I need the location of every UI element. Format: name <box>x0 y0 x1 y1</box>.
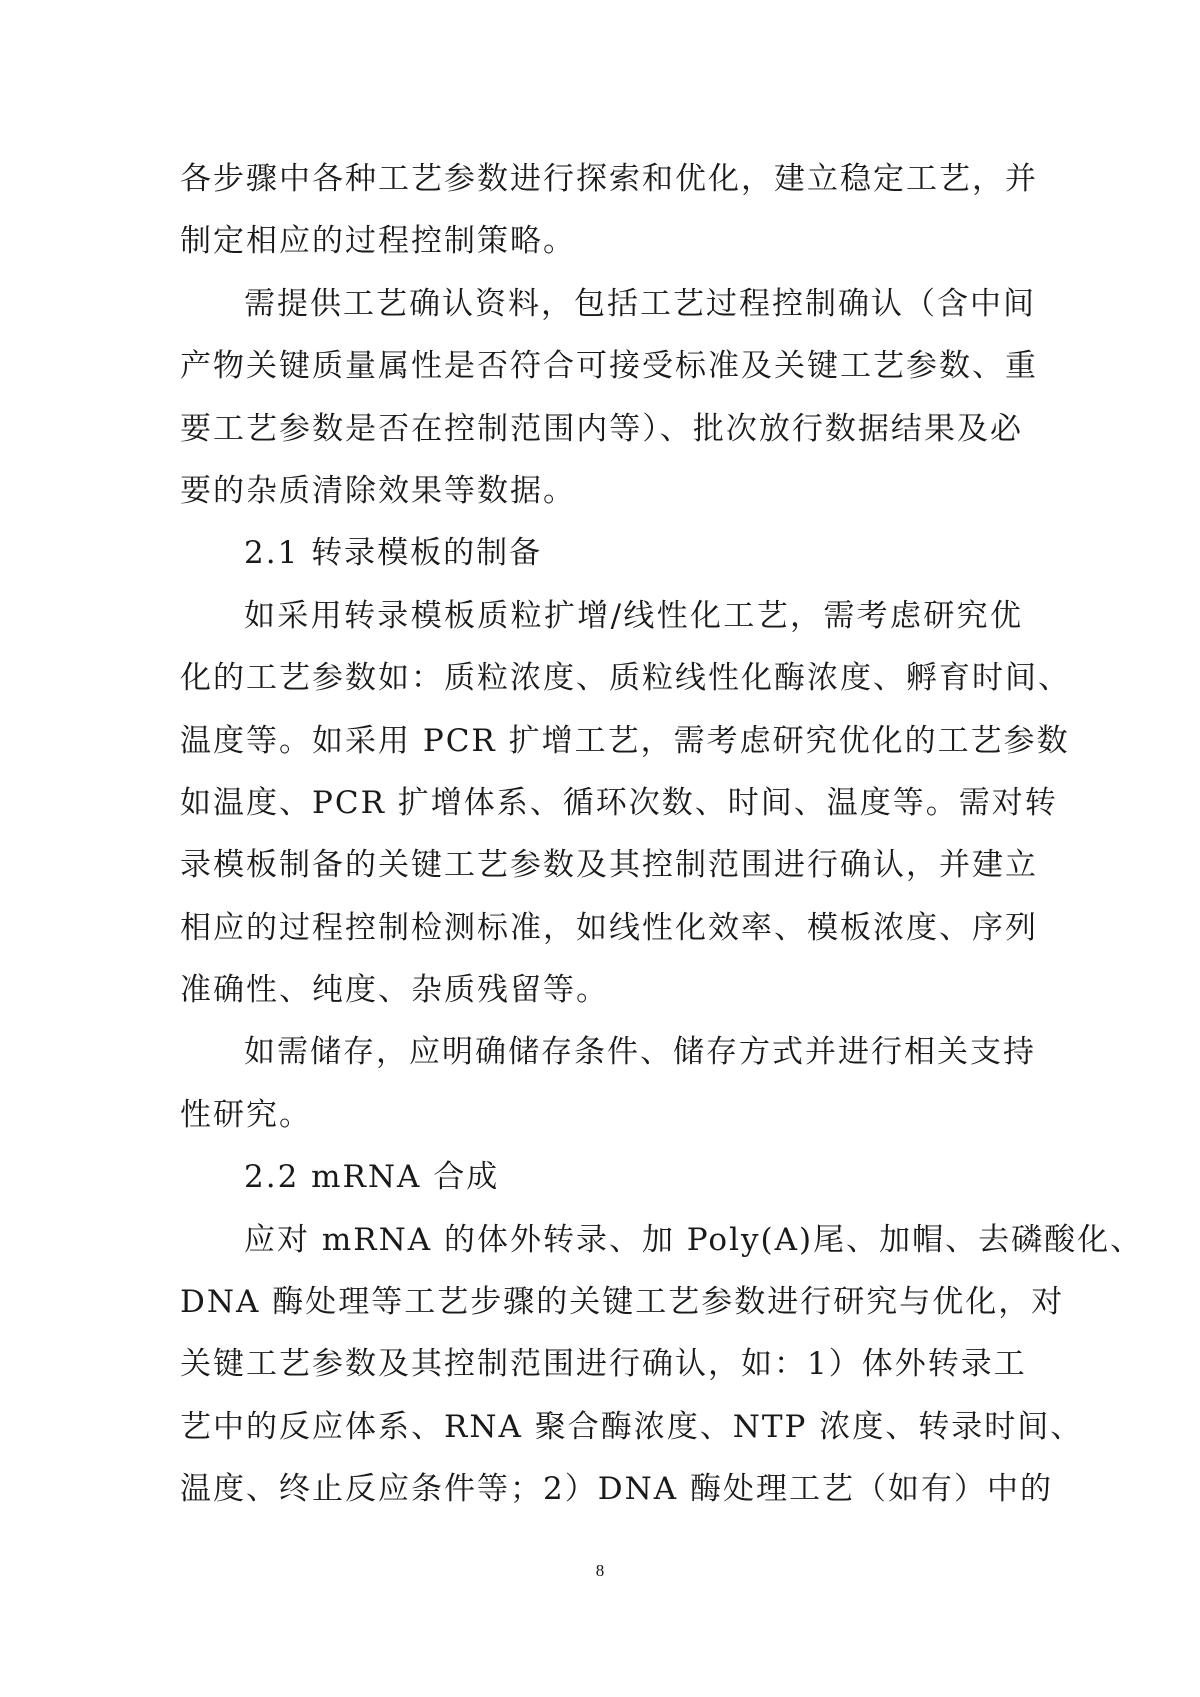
paragraph-line: 需提供工艺确认资料，包括工艺过程控制确认（含中间 <box>244 285 1036 322</box>
paragraph-line: 相应的过程控制检测标准，如线性化效率、模板浓度、序列 <box>180 909 1038 946</box>
section-heading: 2.1 转录模板的制备 <box>244 535 543 572</box>
page-number: 8 <box>595 1561 605 1580</box>
paragraph-line: 要工艺参数是否在控制范围内等）、批次放行数据结果及必 <box>180 410 1023 447</box>
paragraph-line: 要的杂质清除效果等数据。 <box>180 472 576 509</box>
paragraph-line: 如需储存，应明确储存条件、储存方式并进行相关支持 <box>244 1034 1036 1071</box>
paragraph-line: 产物关键质量属性是否符合可接受标准及关键工艺参数、重 <box>180 348 1038 385</box>
paragraph-line: 温度、终止反应条件等；2）DNA 酶处理工艺（如有）中的 <box>180 1471 1053 1508</box>
paragraph-line: 如温度、PCR 扩增体系、循环次数、时间、温度等。需对转 <box>180 784 1058 821</box>
paragraph-line: 各步骤中各种工艺参数进行探索和优化，建立稳定工艺，并 <box>180 161 1038 197</box>
paragraph-line: 准确性、纯度、杂质残留等。 <box>180 972 609 1009</box>
paragraph-line: 关键工艺参数及其控制范围进行确认，如：1）体外转录工 <box>180 1346 1027 1383</box>
paragraph-line: 如采用转录模板质粒扩增/线性化工艺，需考虑研究优 <box>244 597 1023 634</box>
document-body <box>180 148 1144 1521</box>
section-heading: 2.2 mRNA 合成 <box>244 1159 500 1196</box>
paragraph-line: 化的工艺参数如：质粒浓度、质粒线性化酶浓度、孵育时间、 <box>180 660 1071 697</box>
paragraph-line: DNA 酶处理等工艺步骤的关键工艺参数进行研究与优化，对 <box>180 1284 1065 1321</box>
paragraph-line: 制定相应的过程控制策略。 <box>180 223 576 260</box>
paragraph-line: 艺中的反应体系、RNA 聚合酶浓度、NTP 浓度、转录时间、 <box>180 1408 1084 1445</box>
paragraph-line: 性研究。 <box>180 1096 312 1133</box>
paragraph-line: 温度等。如采用 PCR 扩增工艺，需考虑研究优化的工艺参数 <box>180 722 1070 759</box>
paragraph-line: 录模板制备的关键工艺参数及其控制范围进行确认，并建立 <box>180 847 1038 884</box>
paragraph-line: 应对 mRNA 的体外转录、加 Poly(A)尾、加帽、去磷酸化、 <box>244 1221 1144 1258</box>
